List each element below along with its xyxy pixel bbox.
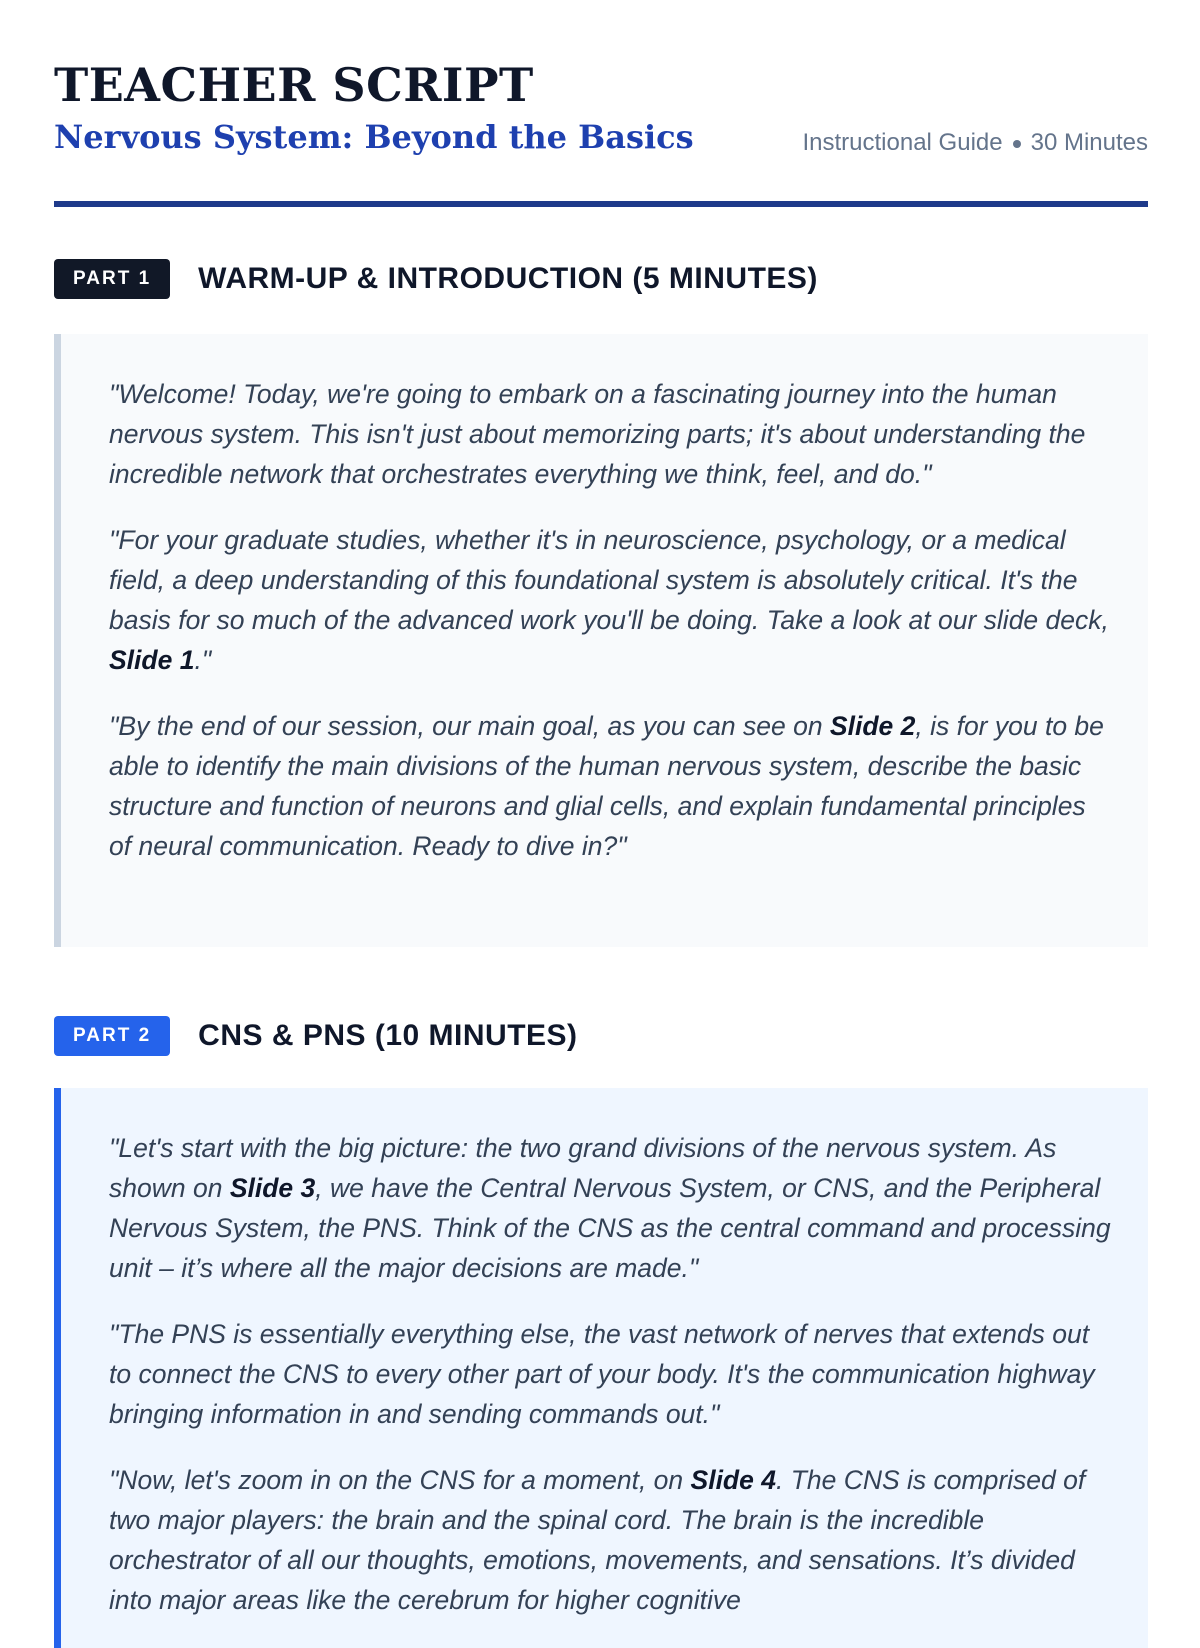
script-block-part-1 <box>54 334 1148 947</box>
script-text: . The CNS is comprised of two major players: the brain and the spinal cord. The brain is the incredible orchestrator of all our thoughts, emotions, movements, and sensations. It’s divided into major areas like the cerebrum for higher cognitive <box>109 1465 1086 1615</box>
script-text: "For your graduate studies, whether it's in neuroscience, psychology, or a medical field, a deep understanding of this foundational system is absolutely critical. It's the basis for so much of the advanced work you'll be doing. Take a look at our slide deck, <box>109 525 1109 635</box>
script-text: "Now, let's zoom in on the CNS for a moment, on <box>109 1465 691 1495</box>
teacher-script-page <box>54 0 1148 1615</box>
script-text: ." <box>194 645 212 675</box>
script-text: "The PNS is essentially everything else, the vast network of nerves that extends out to connect the CNS to every other part of your body. It's the communication highway bringing information in and sending commands out." <box>109 1319 1095 1429</box>
script-paragraph <box>109 374 1112 494</box>
section-heading-part-1 <box>54 259 818 299</box>
script-text: "Let's start with the big picture: the two grand divisions of the nervous system. As shown on <box>109 1133 1057 1203</box>
script-paragraph <box>109 1314 1112 1434</box>
script-paragraph <box>109 1128 1112 1288</box>
slide-reference: Slide 2 <box>829 711 916 741</box>
script-paragraph <box>109 520 1112 680</box>
slide-reference: Slide 4 <box>690 1465 776 1495</box>
part-badge: PART 2 <box>54 1016 170 1056</box>
document-meta <box>802 128 1148 158</box>
script-text: "Welcome! Today, we're going to embark on a fascinating journey into the human nervous system. This isn't just about memorizing parts; it's about understanding the incredible network that orchestrates everything we think, feel, and do." <box>109 379 1086 489</box>
script-text: "By the end of our session, our main goal, as you can see on <box>109 711 830 741</box>
script-text: , is for you to be able to identify the main divisions of the human nervous system, describe the basic structure and function of neurons and glial cells, and explain fundamental principles of neural communication. Ready to dive in?" <box>109 711 1104 861</box>
section-heading-part-2 <box>54 1016 578 1056</box>
meta-guide-type: Instructional Guide <box>802 129 1003 156</box>
section-title: WARM-UP & INTRODUCTION (5 MINUTES) <box>198 262 818 295</box>
script-paragraph <box>109 706 1112 866</box>
document-header <box>54 0 1148 207</box>
script-block-part-2 <box>54 1088 1148 1648</box>
page-title: TEACHER SCRIPT <box>54 58 534 112</box>
bullet-separator-icon <box>1013 140 1021 148</box>
slide-reference: Slide 3 <box>229 1173 316 1203</box>
script-paragraph <box>109 1460 1112 1620</box>
meta-duration: 30 Minutes <box>1030 129 1148 156</box>
script-text: , we have the Central Nervous System, or CNS, and the Peripheral Nervous System, the PNS. Think of the CNS as the central command and processing unit – it’s where all the major decisions are made." <box>109 1173 1111 1283</box>
part-badge: PART 1 <box>54 259 170 299</box>
slide-reference: Slide 1 <box>109 645 195 675</box>
page-subtitle: Nervous System: Beyond the Basics <box>54 118 694 156</box>
section-title: CNS & PNS (10 MINUTES) <box>198 1019 578 1052</box>
